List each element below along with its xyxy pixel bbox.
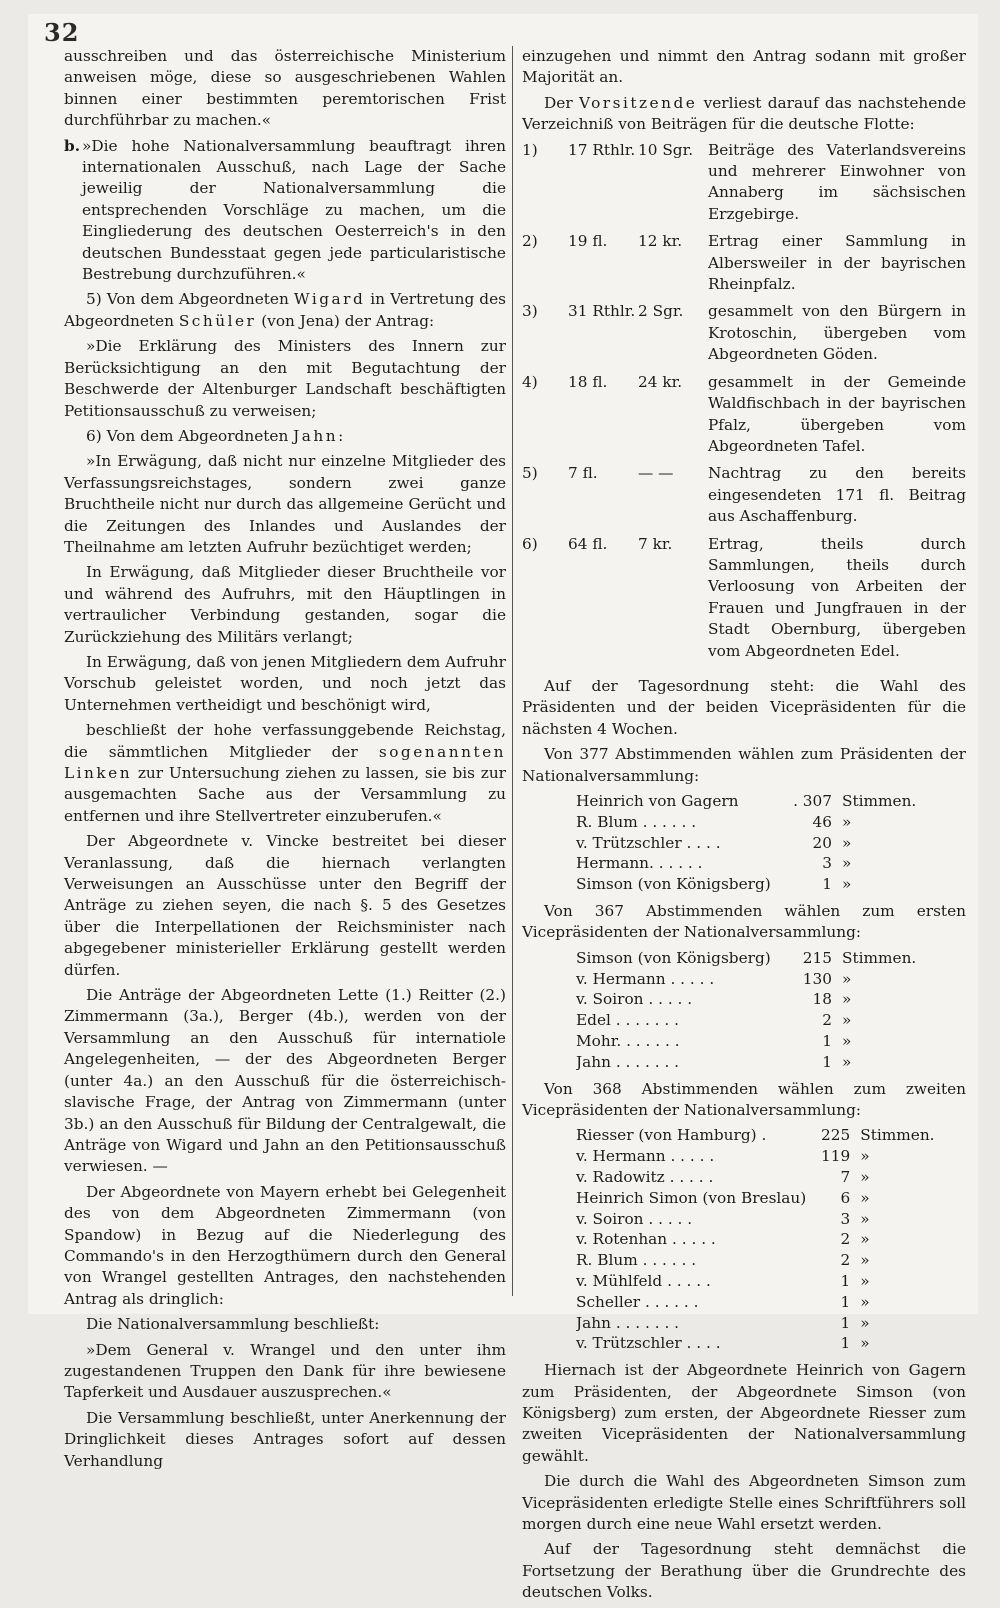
candidate-name: v. Radowitz . . . . . — [576, 1167, 714, 1186]
vote-unit: Stimmen. — [842, 948, 917, 967]
vote-row — [576, 1125, 935, 1146]
vote-row — [576, 1250, 935, 1271]
vote-unit: » — [860, 1251, 870, 1270]
paragraph: »Dem General v. Wrangel und den unter ihm zugestandenen Truppen den Dank für ihre bewiesene Tapferkeit und Ausdauer auszusprechen.« — [64, 1340, 506, 1402]
spaced-term: sogenannten Linken — [64, 742, 506, 782]
vote-count: 1 — [840, 1313, 851, 1332]
paragraph: Von 377 Abstimmenden wählen zum Präsidenten der Nationalversammlung: — [522, 745, 966, 785]
vote-row — [576, 1146, 935, 1167]
vote-count: 2 — [822, 1011, 832, 1030]
vote-unit: » — [860, 1292, 870, 1311]
candidate-name: v. Hermann . . . . . — [576, 1147, 715, 1166]
vote-row — [576, 1209, 935, 1230]
candidate-name: Jahn . . . . . . . — [576, 1052, 680, 1071]
contribution-subamount: 24 kr. — [638, 372, 683, 391]
contribution-number: 1) — [522, 140, 538, 159]
vote-unit: » — [842, 1011, 852, 1030]
vote-row — [576, 812, 916, 833]
paragraph-text: »Die hohe Nationalversammlung beauftragt ihren internationalen Ausschuß, nach Lage der Sache jeweilig der Nationalversammlung die entsprechenden Vorschläge zu machen, um die Eingliederung des deutschen Oesterreich's in den deutschen Bundesstaat gegen jede particularistische Bestrebung durchzuführen.« — [82, 136, 506, 284]
text: beschließt der hohe verfassunggebende Reichstag, die sämmtlichen Mitglieder der — [64, 721, 506, 761]
contribution-description: Ertrag, theils durch Sammlungen, theils durch Verloosung von Arbeiten der Frauen und Jungfrauen in der Stadt Obernburg, übergeben vom Abgeordneten Edel. — [708, 534, 966, 660]
name-schueler: Schüler — [178, 311, 257, 330]
vote-unit: » — [842, 990, 852, 1009]
vote-list-first-vice — [576, 948, 916, 1073]
candidate-name: Heinrich von Gagern — [576, 792, 739, 810]
contribution-amount: 31 Rthlr. — [568, 302, 636, 321]
contribution-row — [522, 534, 966, 668]
vote-unit: » — [860, 1167, 870, 1186]
text: (von Jena) der Antrag: — [256, 311, 435, 330]
contribution-amount: 18 fl. — [568, 372, 608, 391]
vote-row — [576, 791, 916, 812]
vote-unit: Stimmen. — [860, 1126, 935, 1145]
candidate-name: Scheller . . . . . . — [576, 1292, 699, 1311]
name-wigard: Wigard — [293, 290, 366, 309]
vote-unit: » — [860, 1188, 870, 1207]
paragraph — [522, 93, 966, 136]
contribution-subamount: 2 Sgr. — [638, 302, 684, 321]
paragraph — [64, 720, 506, 827]
vote-count: . 307 — [793, 792, 832, 810]
vote-count: 215 — [802, 948, 832, 967]
vote-count: 20 — [812, 833, 832, 852]
contribution-amount: 19 fl. — [568, 232, 608, 251]
vote-count: 1 — [840, 1271, 851, 1290]
text: : — [338, 426, 344, 445]
contribution-row — [522, 301, 966, 371]
vote-unit: » — [860, 1230, 870, 1249]
candidate-name: v. Soiron . . . . . — [576, 990, 693, 1009]
contribution-row — [522, 372, 966, 464]
vote-unit: » — [842, 875, 852, 894]
contribution-amount: 17 Rthlr. — [568, 140, 636, 159]
candidate-name: v. Mühlfeld . . . . . — [576, 1271, 711, 1290]
contribution-description: Nachtrag zu den bereits eingesendeten 171 fl. Beitrag aus Aschaffenburg. — [708, 464, 966, 526]
vote-count: 3 — [822, 854, 832, 873]
paragraph — [64, 289, 506, 332]
paragraph: Die durch die Wahl des Abgeordneten Simson zum Vicepräsidenten erledigte Stelle eines Schriftführers soll morgen durch eine neue Wahl ersetzt werden. — [522, 1472, 966, 1533]
vote-count: 2 — [840, 1230, 851, 1249]
contribution-description: gesammelt in der Gemeinde Waldfischbach in der bayrischen Pfalz, übergeben vom Abgeordneten Tafel. — [708, 372, 966, 455]
paragraph: Die Nationalversammlung beschließt: — [86, 1315, 380, 1334]
candidate-name: R. Blum . . . . . . — [576, 812, 697, 831]
candidate-name: Jahn . . . . . . . — [576, 1313, 680, 1332]
vote-count: 1 — [822, 1052, 832, 1071]
contribution-row — [522, 231, 966, 301]
contribution-amount: 64 fl. — [568, 534, 608, 553]
text: 5) Von dem Abgeordneten — [86, 290, 294, 309]
vote-row — [576, 1333, 935, 1354]
paragraph: In Erwägung, daß von jenen Mitgliedern dem Aufruhr Vorschub geleistet worden, und noch jetzt das Unternehmen vertheidigt und beschönigt wird, — [64, 652, 506, 714]
contribution-number: 2) — [522, 232, 538, 251]
item-label: b. — [64, 136, 81, 155]
contribution-description: Beiträge des Vaterlandsvereins und mehrerer Einwohner von Annaberg im sächsischen Erzgebirge. — [708, 140, 966, 223]
candidate-name: v. Hermann . . . . . — [576, 969, 715, 988]
paragraph: Auf der Tagesordnung steht: die Wahl des Präsidenten und der beiden Vicepräsidenten für die nächsten 4 Wochen. — [522, 676, 966, 738]
text: in Vertretung des Abgeordneten — [64, 290, 506, 330]
right-column — [522, 46, 966, 1608]
vote-count: 46 — [812, 812, 832, 831]
contribution-row — [522, 140, 966, 232]
candidate-name: Edel . . . . . . . — [576, 1011, 679, 1030]
vote-count: 18 — [812, 990, 832, 1009]
candidate-name: R. Blum . . . . . . — [576, 1251, 697, 1270]
vote-row — [576, 989, 916, 1010]
vote-count: 1 — [840, 1292, 851, 1311]
vote-count: 6 — [840, 1188, 851, 1207]
candidate-name: v. Trützschler . . . . — [576, 833, 721, 852]
contribution-subamount: 10 Sgr. — [638, 140, 694, 159]
paragraph: Von 368 Abstimmenden wählen zum zweiten Vicepräsidenten der Nationalversammlung: — [522, 1079, 966, 1119]
contribution-amount: 7 fl. — [568, 464, 598, 483]
vote-unit: » — [842, 969, 852, 988]
candidate-name: v. Rotenhan . . . . . — [576, 1230, 716, 1249]
vote-row — [576, 1010, 916, 1031]
vote-row — [576, 1271, 935, 1292]
vote-count: 1 — [822, 1031, 832, 1050]
vote-count: 119 — [821, 1147, 851, 1166]
vote-count: 3 — [840, 1209, 851, 1228]
page-number: 32 — [44, 18, 80, 47]
vote-count: 2 — [840, 1251, 851, 1270]
name-jahn: Jahn — [293, 426, 339, 445]
vote-unit: » — [842, 812, 852, 831]
vote-count: 130 — [802, 969, 832, 988]
candidate-name: v. Soiron . . . . . — [576, 1209, 693, 1228]
contributions-table — [522, 140, 966, 668]
vote-unit: » — [860, 1147, 870, 1166]
contribution-subamount: 12 kr. — [638, 232, 683, 251]
text: 6) Von dem Abgeordneten — [86, 426, 294, 445]
vote-row — [576, 853, 916, 874]
vote-row — [576, 969, 916, 990]
contribution-number: 5) — [522, 464, 538, 483]
candidate-name: Mohr. . . . . . . — [576, 1031, 680, 1050]
vote-unit: » — [842, 854, 852, 873]
paragraph: ausschreiben und das österreichische Ministerium anweisen möge, diese so ausgeschriebenen Wahlen binnen einer bestimmten peremtorischen Frist durchführbar zu machen.« — [64, 47, 506, 130]
vote-unit: » — [842, 1052, 852, 1071]
candidate-name: Riesser (von Hamburg) . — [576, 1126, 767, 1145]
vote-count: 225 — [821, 1126, 851, 1145]
paragraph-b — [64, 136, 506, 286]
contribution-description: Ertrag einer Sammlung in Albersweiler in der bayrischen Rheinpfalz. — [708, 232, 966, 294]
contribution-number: 6) — [522, 534, 538, 553]
column-divider — [512, 46, 513, 1296]
paragraph: Von 367 Abstimmenden wählen zum ersten Vicepräsidenten der Nationalversammlung: — [522, 901, 966, 942]
contribution-number: 3) — [522, 302, 538, 321]
text: verliest darauf das nachstehende Verzeichniß von Beiträgen für die deutsche Flotte: — [522, 93, 967, 134]
vote-row — [576, 1031, 916, 1052]
vote-row — [576, 1052, 916, 1073]
vote-row — [576, 833, 916, 854]
vote-list-president — [576, 791, 916, 895]
vote-count: 1 — [822, 875, 832, 894]
paragraph: »In Erwägung, daß nicht nur einzelne Mitglieder des Verfassungsreichstages, sondern zwei ganze Bruchtheile nicht nur durch das allgemeine Gerücht und die Zeitungen des Inlandes und Auslandes der Theilnahme am letzten Aufruhr bezüchtiget werden; — [64, 452, 506, 556]
left-column — [64, 46, 506, 1476]
paragraph: Hiernach ist der Abgeordnete Heinrich von Gagern zum Präsidenten, der Abgeordnete Simson (von Königsberg) zum ersten, der Abgeordnete Riesser zum zweiten Vicepräsidenten der Nationalversammlung gewählt. — [522, 1361, 966, 1465]
paragraph: Auf der Tagesordnung steht demnächst die Fortsetzung der Berathung über die Grundrechte des deutschen Volks. — [522, 1540, 966, 1602]
contribution-subamount: 7 kr. — [638, 534, 673, 553]
candidate-name: v. Trützschler . . . . — [576, 1334, 721, 1353]
vote-row — [576, 874, 916, 895]
paragraph: einzugehen und nimmt den Antrag sodann mit großer Majorität an. — [522, 47, 966, 87]
candidate-name: Simson (von Königsberg) — [576, 948, 771, 967]
paragraph: In Erwägung, daß Mitglieder dieser Bruchtheile vor und während des Aufruhrs, mit den Häuptlingen in vertraulicher Verbindung gestanden, sogar die Zurückziehung des Militärs verlangt; — [64, 563, 506, 646]
paragraph: »Die Erklärung des Ministers des Innern zur Berücksichtigung an den mit Begutachtung der Beschwerde der Altenburger Landschaft beschäftigten Petitionsausschuß zu verweisen; — [64, 337, 506, 420]
contribution-number: 4) — [522, 372, 538, 391]
vote-row — [576, 1229, 935, 1250]
contribution-row — [522, 463, 966, 533]
vote-count: 1 — [840, 1334, 851, 1353]
candidate-name: Simson (von Königsberg) — [576, 875, 771, 894]
paragraph: Die Versammlung beschließt, unter Anerkennung der Dringlichkeit dieses Antrages sofort auf dessen Verhandlung — [64, 1408, 506, 1470]
paragraph: Der Abgeordnete v. Vincke bestreitet bei dieser Veranlassung, daß die hiernach verlangten Verweisungen an Ausschüsse unter den Begriff der Anträge zu ziehen seyen, die nach §. 5 des Gesetzes über die Interpellationen der Reichsminister nach abgegebener ministerieller Erklärung gestellt werden dürfen. — [64, 832, 506, 979]
spaced-term: Vorsitzende — [578, 93, 698, 112]
vote-count: 7 — [840, 1167, 851, 1186]
paragraph — [64, 426, 506, 447]
vote-unit: » — [860, 1271, 870, 1290]
paragraph: Die Anträge der Abgeordneten Lette (1.) Reitter (2.) Zimmermann (3a.), Berger (4b.), werden von der Versammlung an den Ausschuß für internatiole Angelegenheiten, — der des Abgeordneten Berger (unter 4a.) an den Ausschuß für die österreichisch-slavische Frage, der Antrag von Zimmermann (unter 3b.) an den Ausschuß für Bildung der Centralgewalt, die Anträge von Wigard und Jahn an den Petitionsausschuß verwiesen. — — [64, 986, 506, 1176]
vote-row — [576, 1313, 935, 1334]
paragraph: Der Abgeordnete von Mayern erhebt bei Gelegenheit des von dem Abgeordneten Zimmermann (von Spandow) in Bezug auf die Niederlegung des Commando's in den Herzogthümern durch den General von Wrangel gestellten Antrages, den nachstehenden Antrag als dringlich: — [64, 1182, 506, 1308]
vote-unit: » — [860, 1313, 870, 1332]
vote-unit: Stimmen. — [842, 792, 917, 810]
vote-unit: » — [842, 1031, 852, 1050]
vote-row — [576, 1188, 935, 1209]
vote-row — [576, 1167, 935, 1188]
vote-unit: » — [842, 833, 852, 852]
contribution-description: gesammelt von den Bürgern in Krotoschin, übergeben vom Abgeordneten Göden. — [708, 302, 966, 364]
candidate-name: Hermann. . . . . . — [576, 854, 703, 873]
vote-unit: » — [860, 1334, 870, 1353]
vote-unit: » — [860, 1209, 870, 1228]
candidate-name: Heinrich Simon (von Breslau) — [576, 1188, 807, 1207]
vote-list-second-vice — [576, 1125, 935, 1354]
contribution-subamount: — — — [638, 464, 674, 483]
vote-row — [576, 948, 916, 969]
text: Der — [544, 93, 579, 112]
text: zur Untersuchung ziehen zu lassen, sie bis zur ausgemachten Sache aus der Versammlung zu entfernen und ihre Stellvertreter einzuberufen.« — [64, 764, 506, 825]
vote-row — [576, 1292, 935, 1313]
